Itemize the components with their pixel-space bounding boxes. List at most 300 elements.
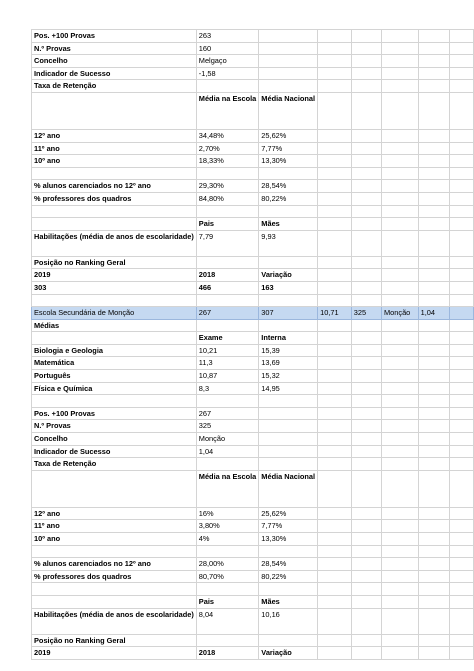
- empty-cell[interactable]: [449, 507, 473, 520]
- empty-cell[interactable]: [418, 281, 449, 294]
- row-label[interactable]: Pos. +100 Provas: [32, 407, 197, 420]
- column-header[interactable]: Média na Escola: [196, 92, 259, 129]
- empty-cell[interactable]: [418, 608, 449, 634]
- empty-cell[interactable]: [259, 545, 318, 558]
- empty-cell[interactable]: [382, 192, 419, 205]
- empty-cell[interactable]: [449, 80, 473, 93]
- row-label[interactable]: Português: [32, 370, 197, 383]
- empty-cell[interactable]: [351, 205, 381, 218]
- row-label[interactable]: Biologia e Geologia: [32, 344, 197, 357]
- empty-cell[interactable]: [418, 545, 449, 558]
- value-cell[interactable]: 25,62%: [259, 507, 318, 520]
- row-value[interactable]: Monção: [196, 433, 259, 446]
- empty-cell[interactable]: [382, 230, 419, 256]
- empty-cell[interactable]: [318, 80, 352, 93]
- value-cell[interactable]: 10,16: [259, 608, 318, 634]
- empty-cell[interactable]: [259, 30, 318, 43]
- empty-cell[interactable]: [449, 370, 473, 383]
- empty-cell[interactable]: [318, 30, 352, 43]
- row-label[interactable]: Concelho: [32, 433, 197, 446]
- row-label[interactable]: Concelho: [32, 55, 197, 68]
- empty-cell[interactable]: [32, 167, 197, 180]
- empty-cell[interactable]: [259, 445, 318, 458]
- empty-cell[interactable]: [382, 420, 419, 433]
- empty-cell[interactable]: [351, 445, 381, 458]
- empty-cell[interactable]: [449, 357, 473, 370]
- row-value[interactable]: 325: [196, 420, 259, 433]
- empty-cell[interactable]: [196, 319, 259, 332]
- header-cell[interactable]: Interna: [259, 332, 318, 345]
- empty-cell[interactable]: [382, 67, 419, 80]
- value-cell[interactable]: 13,69: [259, 357, 318, 370]
- section-heading[interactable]: Posição no Ranking Geral: [32, 634, 197, 647]
- empty-cell[interactable]: [259, 433, 318, 446]
- value-cell[interactable]: 18,33%: [196, 155, 259, 168]
- empty-cell[interactable]: [449, 445, 473, 458]
- empty-cell[interactable]: [351, 294, 381, 307]
- empty-cell[interactable]: [318, 357, 352, 370]
- empty-cell[interactable]: [449, 545, 473, 558]
- row-label[interactable]: 10º ano: [32, 155, 197, 168]
- row-label[interactable]: % alunos carenciados no 12º ano: [32, 180, 197, 193]
- empty-cell[interactable]: [196, 294, 259, 307]
- empty-cell[interactable]: [196, 167, 259, 180]
- empty-cell[interactable]: [449, 294, 473, 307]
- header-cell[interactable]: Exame: [196, 332, 259, 345]
- empty-cell[interactable]: [318, 155, 352, 168]
- section-heading[interactable]: Médias: [32, 319, 197, 332]
- empty-cell[interactable]: [318, 407, 352, 420]
- school-value[interactable]: 10,71: [318, 307, 352, 320]
- row-value[interactable]: 267: [196, 407, 259, 420]
- empty-cell[interactable]: [259, 67, 318, 80]
- empty-cell[interactable]: [318, 192, 352, 205]
- empty-cell[interactable]: [449, 470, 473, 507]
- empty-cell[interactable]: [318, 395, 352, 408]
- empty-cell[interactable]: [382, 570, 419, 583]
- empty-cell[interactable]: [382, 180, 419, 193]
- value-cell[interactable]: 13,30%: [259, 155, 318, 168]
- empty-cell[interactable]: [418, 142, 449, 155]
- empty-cell[interactable]: [318, 42, 352, 55]
- empty-cell[interactable]: [418, 558, 449, 571]
- empty-cell[interactable]: [418, 470, 449, 507]
- empty-cell[interactable]: [382, 595, 419, 608]
- empty-cell[interactable]: [32, 583, 197, 596]
- empty-cell[interactable]: [196, 80, 259, 93]
- empty-cell[interactable]: [382, 92, 419, 129]
- empty-cell[interactable]: [382, 344, 419, 357]
- empty-cell[interactable]: [449, 129, 473, 142]
- empty-cell[interactable]: [382, 269, 419, 282]
- empty-cell[interactable]: [418, 67, 449, 80]
- empty-cell[interactable]: [449, 192, 473, 205]
- empty-cell[interactable]: [382, 205, 419, 218]
- empty-cell[interactable]: [449, 595, 473, 608]
- empty-cell[interactable]: [449, 344, 473, 357]
- empty-cell[interactable]: [418, 319, 449, 332]
- empty-cell[interactable]: [418, 230, 449, 256]
- empty-cell[interactable]: [318, 129, 352, 142]
- section-heading[interactable]: Posição no Ranking Geral: [32, 256, 197, 269]
- row-label[interactable]: Indicador de Sucesso: [32, 445, 197, 458]
- empty-cell[interactable]: [351, 634, 381, 647]
- empty-cell[interactable]: [382, 634, 419, 647]
- empty-cell[interactable]: [259, 167, 318, 180]
- empty-cell[interactable]: [382, 155, 419, 168]
- empty-cell[interactable]: [318, 269, 352, 282]
- empty-cell[interactable]: [382, 80, 419, 93]
- empty-cell[interactable]: [382, 30, 419, 43]
- empty-cell[interactable]: [351, 256, 381, 269]
- value-cell[interactable]: 4%: [196, 533, 259, 546]
- empty-cell[interactable]: [418, 332, 449, 345]
- value-cell[interactable]: 25,62%: [259, 129, 318, 142]
- row-value[interactable]: -1,58: [196, 67, 259, 80]
- empty-cell[interactable]: [318, 533, 352, 546]
- row-label[interactable]: 2019: [32, 269, 197, 282]
- empty-cell[interactable]: [318, 55, 352, 68]
- empty-cell[interactable]: [318, 281, 352, 294]
- empty-cell[interactable]: [351, 395, 381, 408]
- empty-cell[interactable]: [351, 608, 381, 634]
- empty-cell[interactable]: [418, 129, 449, 142]
- empty-cell[interactable]: [418, 42, 449, 55]
- row-value[interactable]: Melgaço: [196, 55, 259, 68]
- empty-cell[interactable]: [318, 420, 352, 433]
- empty-cell[interactable]: [449, 634, 473, 647]
- empty-cell[interactable]: [449, 155, 473, 168]
- empty-cell[interactable]: [351, 155, 381, 168]
- empty-cell[interactable]: [259, 319, 318, 332]
- header-cell[interactable]: Variação: [259, 269, 318, 282]
- empty-cell[interactable]: [418, 294, 449, 307]
- empty-cell[interactable]: [418, 420, 449, 433]
- value-cell[interactable]: 80,22%: [259, 192, 318, 205]
- empty-cell[interactable]: [318, 294, 352, 307]
- empty-cell[interactable]: [418, 507, 449, 520]
- empty-cell[interactable]: [418, 167, 449, 180]
- empty-cell[interactable]: [449, 55, 473, 68]
- empty-cell[interactable]: [196, 583, 259, 596]
- empty-cell[interactable]: [259, 80, 318, 93]
- row-label[interactable]: Habilitações (média de anos de escolaridade): [32, 230, 197, 256]
- empty-cell[interactable]: [196, 545, 259, 558]
- empty-cell[interactable]: [32, 470, 197, 507]
- value-cell[interactable]: 7,77%: [259, 142, 318, 155]
- row-label[interactable]: Pos. +100 Provas: [32, 30, 197, 43]
- empty-cell[interactable]: [449, 558, 473, 571]
- empty-cell[interactable]: [318, 570, 352, 583]
- value-cell[interactable]: 15,39: [259, 344, 318, 357]
- empty-cell[interactable]: [449, 520, 473, 533]
- empty-cell[interactable]: [418, 433, 449, 446]
- empty-cell[interactable]: [418, 445, 449, 458]
- header-cell[interactable]: Variação: [259, 647, 318, 660]
- empty-cell[interactable]: [259, 55, 318, 68]
- empty-cell[interactable]: [382, 382, 419, 395]
- empty-cell[interactable]: [351, 230, 381, 256]
- empty-cell[interactable]: [449, 281, 473, 294]
- empty-cell[interactable]: [382, 583, 419, 596]
- empty-cell[interactable]: [318, 583, 352, 596]
- header-cell[interactable]: Mães: [259, 595, 318, 608]
- empty-cell[interactable]: [259, 205, 318, 218]
- empty-cell[interactable]: [318, 370, 352, 383]
- empty-cell[interactable]: [418, 520, 449, 533]
- row-label[interactable]: % alunos carenciados no 12º ano: [32, 558, 197, 571]
- empty-cell[interactable]: [351, 357, 381, 370]
- empty-cell[interactable]: [382, 332, 419, 345]
- value-cell[interactable]: 8,04: [196, 608, 259, 634]
- empty-cell[interactable]: [318, 595, 352, 608]
- empty-cell[interactable]: [418, 533, 449, 546]
- empty-cell[interactable]: [318, 458, 352, 471]
- empty-cell[interactable]: [318, 230, 352, 256]
- empty-cell[interactable]: [382, 294, 419, 307]
- header-cell[interactable]: 2018: [196, 647, 259, 660]
- empty-cell[interactable]: [259, 42, 318, 55]
- empty-cell[interactable]: [418, 92, 449, 129]
- empty-cell[interactable]: [318, 332, 352, 345]
- header-cell[interactable]: Pais: [196, 595, 259, 608]
- empty-cell[interactable]: [418, 218, 449, 231]
- empty-cell[interactable]: [351, 218, 381, 231]
- row-label[interactable]: Física e Química: [32, 382, 197, 395]
- empty-cell[interactable]: [196, 205, 259, 218]
- empty-cell[interactable]: [259, 420, 318, 433]
- empty-cell[interactable]: [351, 433, 381, 446]
- empty-cell[interactable]: [382, 520, 419, 533]
- row-label[interactable]: 10º ano: [32, 533, 197, 546]
- empty-cell[interactable]: [318, 507, 352, 520]
- empty-cell[interactable]: [351, 30, 381, 43]
- empty-cell[interactable]: [259, 634, 318, 647]
- empty-cell[interactable]: [351, 570, 381, 583]
- empty-cell[interactable]: [418, 407, 449, 420]
- row-label[interactable]: N.º Provas: [32, 42, 197, 55]
- empty-cell[interactable]: [418, 357, 449, 370]
- empty-cell[interactable]: [351, 545, 381, 558]
- empty-cell[interactable]: [318, 256, 352, 269]
- empty-cell[interactable]: [318, 92, 352, 129]
- empty-cell[interactable]: [351, 458, 381, 471]
- empty-cell[interactable]: [382, 608, 419, 634]
- row-label[interactable]: 303: [32, 281, 197, 294]
- empty-cell[interactable]: [318, 608, 352, 634]
- empty-cell[interactable]: [32, 395, 197, 408]
- empty-cell[interactable]: [382, 218, 419, 231]
- empty-cell[interactable]: [351, 520, 381, 533]
- empty-cell[interactable]: [382, 545, 419, 558]
- row-label[interactable]: [32, 332, 197, 345]
- empty-cell[interactable]: [418, 55, 449, 68]
- empty-cell[interactable]: [449, 269, 473, 282]
- value-cell[interactable]: 34,48%: [196, 129, 259, 142]
- empty-cell[interactable]: [382, 42, 419, 55]
- empty-cell[interactable]: [418, 205, 449, 218]
- empty-cell[interactable]: [318, 445, 352, 458]
- school-value[interactable]: 267: [196, 307, 259, 320]
- empty-cell[interactable]: [382, 256, 419, 269]
- empty-cell[interactable]: [382, 55, 419, 68]
- value-cell[interactable]: 16%: [196, 507, 259, 520]
- empty-cell[interactable]: [32, 205, 197, 218]
- empty-cell[interactable]: [351, 67, 381, 80]
- empty-cell[interactable]: [449, 533, 473, 546]
- value-cell[interactable]: 7,79: [196, 230, 259, 256]
- empty-cell[interactable]: [196, 634, 259, 647]
- empty-cell[interactable]: [351, 647, 381, 660]
- empty-cell[interactable]: [449, 218, 473, 231]
- empty-cell[interactable]: [318, 520, 352, 533]
- empty-cell[interactable]: [196, 458, 259, 471]
- empty-cell[interactable]: [351, 533, 381, 546]
- empty-cell[interactable]: [449, 583, 473, 596]
- row-label[interactable]: Habilitações (média de anos de escolaridade): [32, 608, 197, 634]
- empty-cell[interactable]: [449, 570, 473, 583]
- empty-cell[interactable]: [418, 180, 449, 193]
- empty-cell[interactable]: [382, 533, 419, 546]
- row-label[interactable]: 11º ano: [32, 142, 197, 155]
- empty-cell[interactable]: [382, 647, 419, 660]
- empty-cell[interactable]: [449, 42, 473, 55]
- empty-cell[interactable]: [449, 382, 473, 395]
- empty-cell[interactable]: [351, 319, 381, 332]
- row-label[interactable]: 11º ano: [32, 520, 197, 533]
- empty-cell[interactable]: [351, 180, 381, 193]
- row-value[interactable]: 263: [196, 30, 259, 43]
- empty-cell[interactable]: [351, 269, 381, 282]
- empty-cell[interactable]: [449, 205, 473, 218]
- row-label[interactable]: [32, 218, 197, 231]
- empty-cell[interactable]: [351, 55, 381, 68]
- value-cell[interactable]: 14,95: [259, 382, 318, 395]
- header-cell[interactable]: Mães: [259, 218, 318, 231]
- empty-cell[interactable]: [351, 281, 381, 294]
- value-cell[interactable]: 3,80%: [196, 520, 259, 533]
- empty-cell[interactable]: [449, 433, 473, 446]
- value-cell[interactable]: 15,32: [259, 370, 318, 383]
- row-value[interactable]: 1,04: [196, 445, 259, 458]
- empty-cell[interactable]: [318, 319, 352, 332]
- empty-cell[interactable]: [259, 458, 318, 471]
- empty-cell[interactable]: [351, 382, 381, 395]
- empty-cell[interactable]: [351, 420, 381, 433]
- empty-cell[interactable]: [318, 167, 352, 180]
- value-cell[interactable]: 28,00%: [196, 558, 259, 571]
- empty-cell[interactable]: [449, 167, 473, 180]
- empty-cell[interactable]: [418, 634, 449, 647]
- empty-cell[interactable]: [382, 433, 419, 446]
- empty-cell[interactable]: [318, 647, 352, 660]
- empty-cell[interactable]: [449, 608, 473, 634]
- school-value[interactable]: 1,04: [418, 307, 449, 320]
- value-cell[interactable]: 8,3: [196, 382, 259, 395]
- empty-cell[interactable]: [318, 142, 352, 155]
- empty-cell[interactable]: [418, 344, 449, 357]
- column-header[interactable]: Média Nacional: [259, 92, 318, 129]
- section-heading[interactable]: Taxa de Retenção: [32, 80, 197, 93]
- row-label[interactable]: Matemática: [32, 357, 197, 370]
- empty-cell[interactable]: [449, 407, 473, 420]
- empty-cell[interactable]: [351, 167, 381, 180]
- empty-cell[interactable]: [318, 634, 352, 647]
- empty-cell[interactable]: [351, 142, 381, 155]
- empty-cell[interactable]: [351, 80, 381, 93]
- empty-cell[interactable]: [449, 30, 473, 43]
- empty-cell[interactable]: [449, 230, 473, 256]
- empty-cell[interactable]: [196, 256, 259, 269]
- empty-cell[interactable]: [382, 558, 419, 571]
- empty-cell[interactable]: [449, 307, 473, 320]
- value-cell[interactable]: 2,70%: [196, 142, 259, 155]
- section-heading[interactable]: Taxa de Retenção: [32, 458, 197, 471]
- school-value[interactable]: Monção: [382, 307, 419, 320]
- empty-cell[interactable]: [449, 142, 473, 155]
- empty-cell[interactable]: [449, 332, 473, 345]
- header-cell[interactable]: 163: [259, 281, 318, 294]
- value-cell[interactable]: 28,54%: [259, 180, 318, 193]
- empty-cell[interactable]: [351, 332, 381, 345]
- school-value[interactable]: 325: [351, 307, 381, 320]
- school-name[interactable]: Escola Secundária de Monção: [32, 307, 197, 320]
- empty-cell[interactable]: [351, 129, 381, 142]
- empty-cell[interactable]: [318, 382, 352, 395]
- empty-cell[interactable]: [32, 92, 197, 129]
- empty-cell[interactable]: [418, 269, 449, 282]
- empty-cell[interactable]: [382, 357, 419, 370]
- empty-cell[interactable]: [318, 470, 352, 507]
- empty-cell[interactable]: [449, 92, 473, 129]
- empty-cell[interactable]: [449, 420, 473, 433]
- empty-cell[interactable]: [418, 80, 449, 93]
- empty-cell[interactable]: [449, 647, 473, 660]
- empty-cell[interactable]: [318, 180, 352, 193]
- empty-cell[interactable]: [351, 42, 381, 55]
- empty-cell[interactable]: [259, 583, 318, 596]
- empty-cell[interactable]: [449, 256, 473, 269]
- row-label[interactable]: 12º ano: [32, 129, 197, 142]
- empty-cell[interactable]: [418, 458, 449, 471]
- empty-cell[interactable]: [351, 595, 381, 608]
- empty-cell[interactable]: [449, 67, 473, 80]
- column-header[interactable]: Média Nacional: [259, 470, 318, 507]
- row-label[interactable]: 12º ano: [32, 507, 197, 520]
- empty-cell[interactable]: [259, 407, 318, 420]
- header-cell[interactable]: 466: [196, 281, 259, 294]
- empty-cell[interactable]: [259, 395, 318, 408]
- empty-cell[interactable]: [318, 67, 352, 80]
- empty-cell[interactable]: [318, 344, 352, 357]
- empty-cell[interactable]: [318, 218, 352, 231]
- empty-cell[interactable]: [351, 344, 381, 357]
- empty-cell[interactable]: [196, 395, 259, 408]
- row-label[interactable]: Indicador de Sucesso: [32, 67, 197, 80]
- row-label[interactable]: % professores dos quadros: [32, 192, 197, 205]
- value-cell[interactable]: 11,3: [196, 357, 259, 370]
- empty-cell[interactable]: [418, 370, 449, 383]
- empty-cell[interactable]: [351, 92, 381, 129]
- empty-cell[interactable]: [259, 294, 318, 307]
- column-header[interactable]: Média na Escola: [196, 470, 259, 507]
- value-cell[interactable]: 80,70%: [196, 570, 259, 583]
- empty-cell[interactable]: [418, 30, 449, 43]
- empty-cell[interactable]: [418, 570, 449, 583]
- row-label[interactable]: [32, 595, 197, 608]
- value-cell[interactable]: 10,87: [196, 370, 259, 383]
- value-cell[interactable]: 84,80%: [196, 192, 259, 205]
